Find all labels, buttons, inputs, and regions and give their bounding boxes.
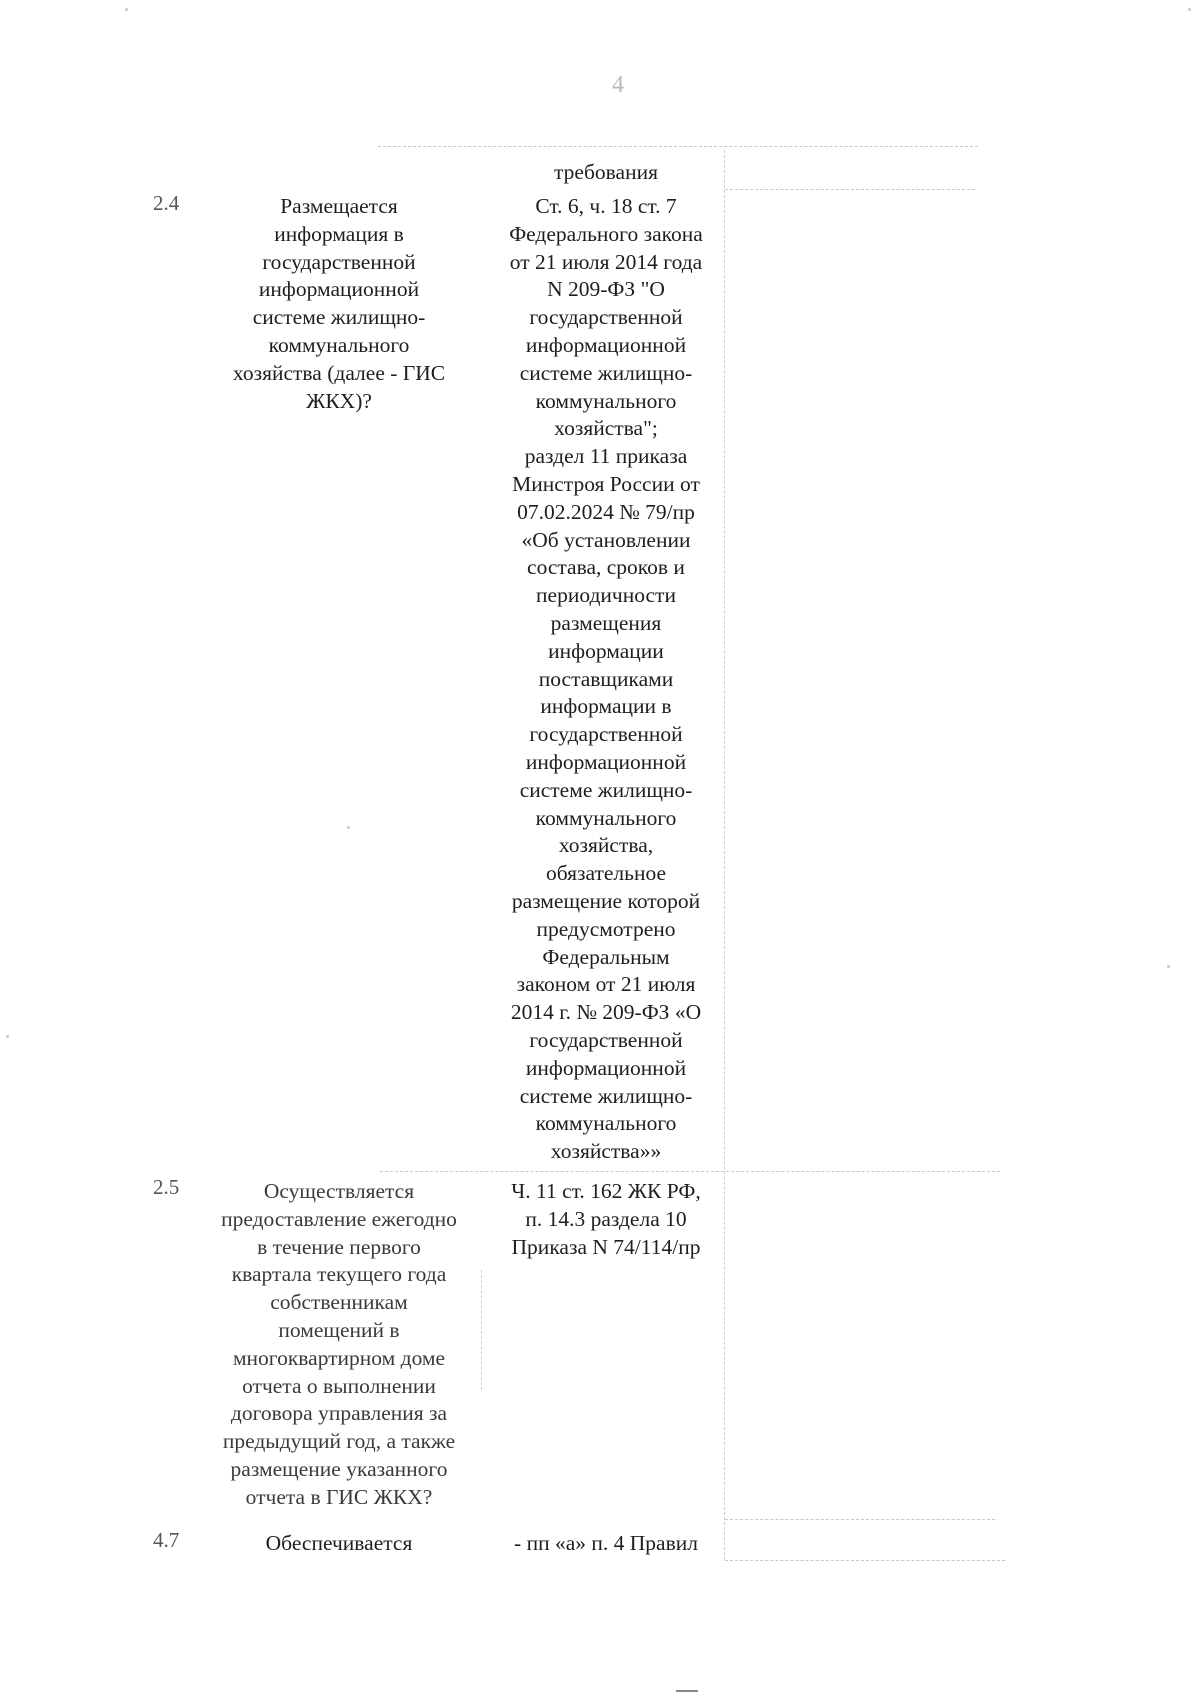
row-number: 4.7 xyxy=(153,1528,180,1552)
row-number: 2.5 xyxy=(153,1175,180,1199)
scan-speck xyxy=(1188,8,1191,11)
table-rule-bottom xyxy=(725,1560,1005,1561)
table-rule-row-2-4 xyxy=(725,189,975,190)
page-number: 4 xyxy=(612,72,624,98)
table-rule-row-2-5 xyxy=(380,1171,1000,1172)
row-number: 2.4 xyxy=(153,191,180,215)
scan-speck xyxy=(125,8,128,11)
row-legal-reference: Ст. 6, ч. 18 ст. 7 Федерального закона от 21 июля 2014 года N 209-ФЗ "О государственной информационной системе жилищно- коммунального хозяйства"; раздел 11 приказа Минстроя России от 07.02.2024 № 79/пр «Об установлении состава, сроков и периодичности размещения информации поставщиками информации в государственной информационной системе жилищно- коммунального хозяйства, обязательное размещение которой предусмотрено Федеральным законом от 21 июля 2014 г. № 209-ФЗ «О государственной информационной системе жилищно- коммунального хозяйства»» xyxy=(509,194,703,1164)
scan-speck xyxy=(6,1035,9,1038)
table-continuation-text: требования xyxy=(554,160,658,184)
scan-speck xyxy=(347,826,350,829)
row-question: Размещается информация в государственной информационной системе жилищно- коммунального хозяйства (далее - ГИС ЖКХ)? xyxy=(232,194,446,413)
row-legal-reference: Ч. 11 ст. 162 ЖК РФ, п. 14.3 раздела 10 Приказа N 74/114/пр xyxy=(511,1179,701,1259)
column-divider-left xyxy=(481,1270,482,1390)
row-question: Осуществляется предоставление ежегодно в течение первого квартала текущего года собственникам помещений в многоквартирном доме отчета о выполнении договора управления за предыдущий год, а также размещение указанного отчета в ГИС ЖКХ? xyxy=(221,1179,457,1509)
scan-speck xyxy=(1167,965,1170,968)
row-question: Обеспечивается xyxy=(265,1531,413,1555)
row-legal-reference: - пп «а» п. 4 Правил xyxy=(514,1531,698,1555)
table-rule-top xyxy=(378,146,978,147)
page-edge-mark xyxy=(676,1690,698,1692)
table-rule-row-4-7 xyxy=(725,1519,995,1520)
